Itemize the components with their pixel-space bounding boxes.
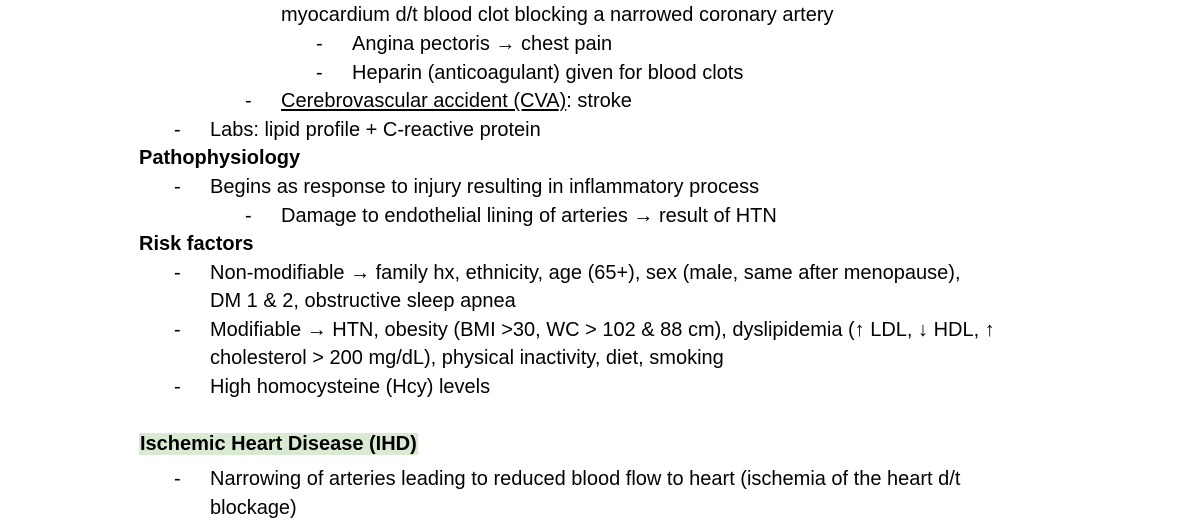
text-line: DM 1 & 2, obstructive sleep apnea [210,290,516,312]
bullet-dash: - [174,119,181,141]
bullet-dash: - [316,33,323,55]
text-line: Non-modifiable → family hx, ethnicity, age (65+), sex (male, same after menopause), [210,262,961,284]
linked-term[interactable]: Cerebrovascular accident (CVA) [281,90,567,112]
bullet-dash: - [174,468,181,490]
text-line: High homocysteine (Hcy) levels [210,376,491,398]
heading-highlight: Ischemic Heart Disease (IHD) [140,433,417,455]
text-line: blockage) [210,497,297,519]
section-heading: Pathophysiology [139,147,301,169]
text-line: myocardium d/t blood clot blocking a narrowed coronary artery [281,4,834,26]
term-definition: : stroke [566,90,632,112]
bullet-dash: - [245,205,252,227]
bullet-dash: - [316,62,323,84]
text-line: Modifiable → HTN, obesity (BMI >30, WC > 102 & 88 cm), dyslipidemia (↑ LDL, ↓ HDL, ↑ [210,319,995,341]
text-line: cholesterol > 200 mg/dL), physical inactivity, diet, smoking [210,347,724,369]
bullet-dash: - [174,176,181,198]
text-line: Damage to endothelial lining of arteries → result of HTN [281,205,777,227]
bullet-dash: - [245,90,252,112]
section-heading-highlighted [139,432,418,456]
text-line: Labs: lipid profile + C-reactive protein [210,119,541,141]
text-line [281,89,632,113]
text-line: Heparin (anticoagulant) given for blood clots [352,62,744,84]
bullet-dash: - [174,376,181,398]
text-line: Angina pectoris → chest pain [352,33,613,55]
bullet-dash: - [174,319,181,341]
section-heading: Risk factors [139,233,254,255]
text-line: Narrowing of arteries leading to reduced blood flow to heart (ischemia of the heart d/t [210,468,961,490]
bullet-dash: - [174,262,181,284]
text-line: Begins as response to injury resulting in inflammatory process [210,176,760,198]
